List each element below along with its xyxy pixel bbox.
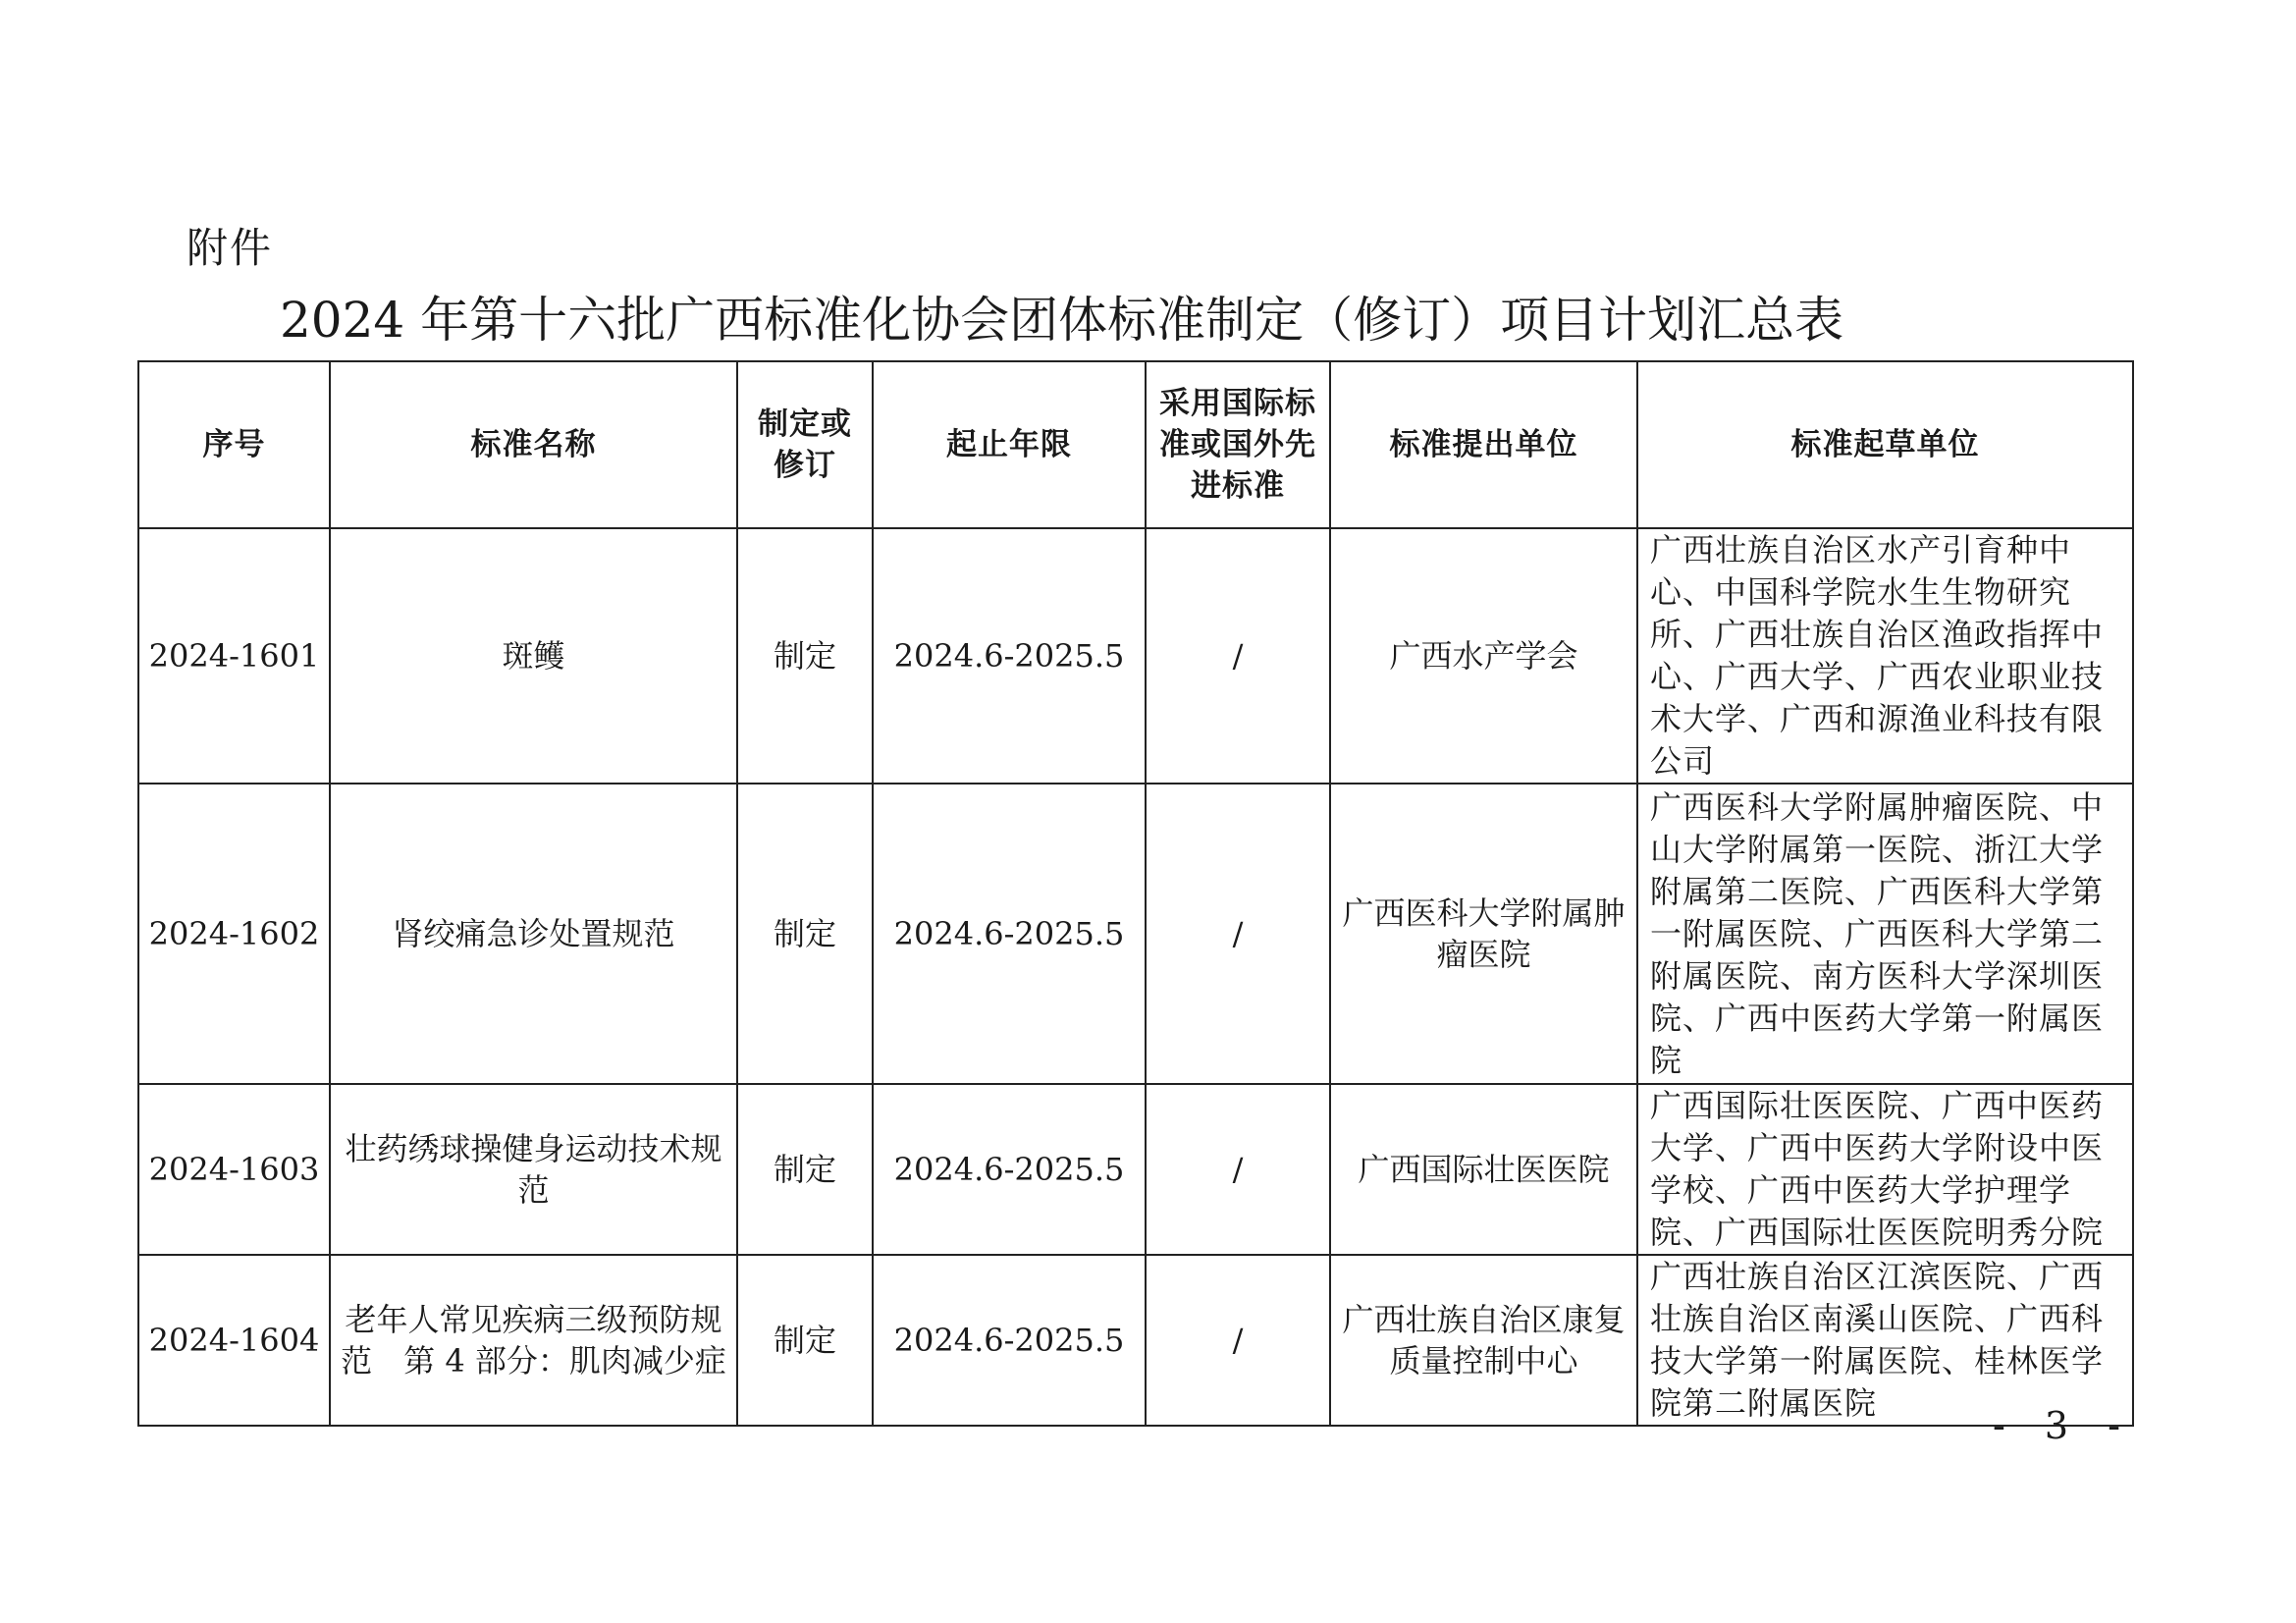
attachment-label: 附件 bbox=[187, 224, 274, 272]
cell-period: 2024.6-2025.5 bbox=[873, 528, 1146, 784]
cell-drafter: 广西壮族自治区江滨医院、广西壮族自治区南溪山医院、广西科技大学第一附属医院、桂林医学院第二附属医院 bbox=[1637, 1255, 2133, 1426]
cell-serial: 2024-1604 bbox=[138, 1255, 330, 1426]
cell-period: 2024.6-2025.5 bbox=[873, 1255, 1146, 1426]
header-drafter: 标准起草单位 bbox=[1637, 361, 2133, 528]
cell-period: 2024.6-2025.5 bbox=[873, 784, 1146, 1084]
cell-serial: 2024-1602 bbox=[138, 784, 330, 1084]
cell-type: 制定 bbox=[737, 784, 873, 1084]
cell-adopt-standard: / bbox=[1146, 1255, 1330, 1426]
cell-standard-name: 肾绞痛急诊处置规范 bbox=[330, 784, 737, 1084]
table-header-row bbox=[138, 361, 2133, 528]
header-type: 制定或修订 bbox=[737, 361, 873, 528]
cell-period: 2024.6-2025.5 bbox=[873, 1084, 1146, 1255]
table-row bbox=[138, 1255, 2133, 1426]
table-row bbox=[138, 1084, 2133, 1255]
cell-standard-name: 斑鳠 bbox=[330, 528, 737, 784]
header-serial: 序号 bbox=[138, 361, 330, 528]
cell-adopt-standard: / bbox=[1146, 528, 1330, 784]
table-row bbox=[138, 528, 2133, 784]
page-number: - 3 - bbox=[1993, 1404, 2135, 1447]
cell-standard-name: 老年人常见疾病三级预防规范 第 4 部分：肌肉减少症 bbox=[330, 1255, 737, 1426]
header-proposer: 标准提出单位 bbox=[1330, 361, 1637, 528]
header-adopt-standard: 采用国际标准或国外先进标准 bbox=[1146, 361, 1330, 528]
cell-proposer: 广西医科大学附属肿瘤医院 bbox=[1330, 784, 1637, 1084]
cell-type: 制定 bbox=[737, 1084, 873, 1255]
cell-drafter: 广西国际壮医医院、广西中医药大学、广西中医药大学附设中医学校、广西中医药大学护理学院、广西国际壮医医院明秀分院 bbox=[1637, 1084, 2133, 1255]
cell-adopt-standard: / bbox=[1146, 1084, 1330, 1255]
cell-proposer: 广西水产学会 bbox=[1330, 528, 1637, 784]
table-row bbox=[138, 784, 2133, 1084]
cell-drafter: 广西医科大学附属肿瘤医院、中山大学附属第一医院、浙江大学附属第二医院、广西医科大学第一附属医院、广西医科大学第二附属医院、南方医科大学深圳医院、广西中医药大学第一附属医院 bbox=[1637, 784, 2133, 1084]
cell-serial: 2024-1601 bbox=[138, 528, 330, 784]
cell-type: 制定 bbox=[737, 1255, 873, 1426]
cell-proposer: 广西国际壮医医院 bbox=[1330, 1084, 1637, 1255]
cell-serial: 2024-1603 bbox=[138, 1084, 330, 1255]
header-standard-name: 标准名称 bbox=[330, 361, 737, 528]
header-period: 起止年限 bbox=[873, 361, 1146, 528]
cell-type: 制定 bbox=[737, 528, 873, 784]
cell-standard-name: 壮药绣球操健身运动技术规范 bbox=[330, 1084, 737, 1255]
cell-adopt-standard: / bbox=[1146, 784, 1330, 1084]
document-title: 2024 年第十六批广西标准化协会团体标准制定（修订）项目计划汇总表 bbox=[280, 292, 1844, 349]
cell-proposer: 广西壮族自治区康复质量控制中心 bbox=[1330, 1255, 1637, 1426]
cell-drafter: 广西壮族自治区水产引育种中心、中国科学院水生生物研究所、广西壮族自治区渔政指挥中心、广西大学、广西农业职业技术大学、广西和源渔业科技有限公司 bbox=[1637, 528, 2133, 784]
project-plan-table bbox=[137, 360, 2134, 1427]
